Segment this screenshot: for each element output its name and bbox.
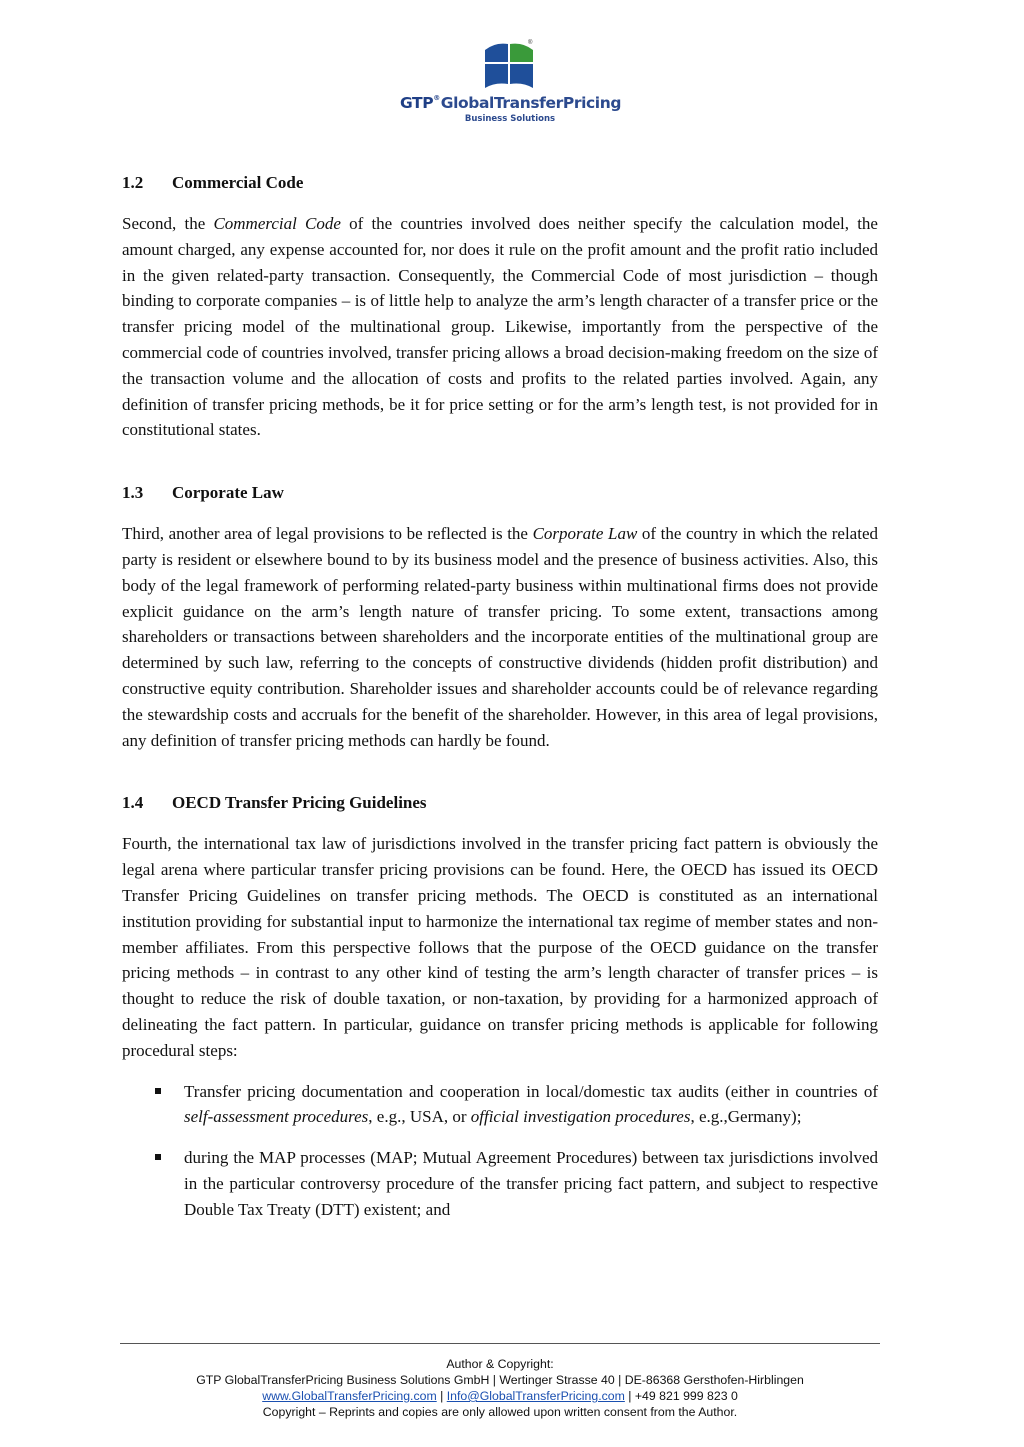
- footer-author-label: Author & Copyright:: [446, 1357, 554, 1371]
- emphasis-text: Commercial Code: [213, 214, 341, 233]
- section-number: 1.2: [122, 173, 144, 192]
- emphasis-text: self-assessment procedures: [184, 1107, 369, 1127]
- logo-tagline: Business Solutions: [464, 114, 556, 124]
- procedural-steps-list: [122, 1079, 878, 1223]
- section-title: Commercial Code: [172, 173, 304, 192]
- bullet-square-icon: [155, 1154, 161, 1160]
- section-heading-1-4: [122, 790, 878, 816]
- company-logo: [400, 40, 620, 126]
- section-heading-1-3: [122, 480, 878, 506]
- text-run: during the MAP processes (MAP; Mutual Agreement Procedures) between tax jurisdictions involved in the particular controversy procedure of the transfer pricing fact pattern, and subject to respective Double Tax Treaty (DTT) existent; and: [184, 1148, 878, 1219]
- text-run: Third, another area of legal provisions to be reflected is the: [122, 524, 533, 544]
- logo-registered-mark: ®: [528, 40, 533, 46]
- footer-company-address: GTP GlobalTransferPricing Business Solutions GmbH | Wertinger Strasse 40 | DE-86368 Gersthofen-Hirblingen: [196, 1373, 804, 1387]
- section-paragraph-1-2: [122, 211, 878, 443]
- section-paragraph-1-3: [122, 521, 878, 753]
- page-footer: [120, 1356, 880, 1420]
- section-title: Corporate Law: [172, 483, 284, 503]
- bullet-square-icon: [155, 1088, 161, 1094]
- list-item: [122, 1079, 878, 1131]
- gtp-window-logo-icon: [483, 40, 535, 90]
- text-run: Second, the: [122, 214, 214, 233]
- website-link[interactable]: www.GlobalTransferPricing.com: [262, 1389, 437, 1403]
- text-run: , e.g., USA, or: [368, 1107, 471, 1127]
- phone-number: | +49 821 999 823 0: [624, 1389, 738, 1403]
- section-number: 1.3: [122, 483, 144, 503]
- document-body: [122, 170, 878, 1238]
- email-link[interactable]: Info@GlobalTransferPricing.com: [446, 1389, 625, 1403]
- text-run: of the country in which the related party is resident or elsewhere bound to by its business model and the presence of business activities. Also, this body of the legal framework of performing related-party business within multinational firms does not provide explicit guidance on the arm’s length nature of transfer pricing. To some extent, transactions among shareholders or transactions between shareholders and the incorporate entities of the multinational group are determined by such law, referring to the concepts of constructive dividends (hidden profit distribution) and constructive equity contribution. Shareholder issues and shareholder accounts could be of relevance regarding the stewardship costs and accruals for the benefit of the shareholder. However, in this area of legal provisions, any definition of transfer pricing methods can hardly be found.: [122, 524, 878, 750]
- emphasis-text: official investigation procedures: [470, 1107, 691, 1127]
- emphasis-text: Corporate Law: [532, 524, 638, 544]
- logo-gtp: GTP: [400, 94, 434, 112]
- footer-divider: [120, 1343, 880, 1344]
- section-number: 1.4: [122, 793, 144, 813]
- separator: |: [436, 1389, 447, 1403]
- text-run: , e.g.,Germany);: [690, 1107, 802, 1127]
- section-paragraph-1-4: Fourth, the international tax law of jurisdictions involved in the transfer pricing fact pattern is obviously the legal arena where particular transfer pricing provisions can be found. Here, the OECD has issued its OECD Transfer Pricing Guidelines on transfer pricing methods. The OECD is constituted as an international institution providing for substantial input to harmonize the international tax regime of member states and non-member affiliates. From this perspective follows that the purpose of the OECD guidance on the transfer pricing methods – in contrast to any other kind of testing the arm’s length character of transfer prices – is thought to reduce the risk of double taxation, or non-taxation, by providing for a harmonized approach of delineating the fact pattern. In particular, guidance on transfer pricing methods is applicable for following procedural steps:: [122, 834, 878, 1060]
- section-title: OECD Transfer Pricing Guidelines: [172, 793, 427, 813]
- footer-contact-line: [120, 1388, 880, 1404]
- section-heading-1-2: [122, 170, 878, 196]
- footer-copyright: Copyright – Reprints and copies are only allowed upon written consent from the Author.: [262, 1405, 738, 1419]
- list-item: [122, 1145, 878, 1222]
- text-run: Transfer pricing documentation and cooperation in local/domestic tax audits (either in countries of: [184, 1081, 878, 1101]
- logo-brand-name: [400, 94, 620, 112]
- text-run: of the countries involved does neither specify the calculation model, the amount charged, any expense accounted for, nor does it rule on the profit amount and the profit ratio included in the given related-party transaction. Consequently, the Commercial Code of most jurisdiction – though binding to corporate companies – is of little help to analyze the arm’s length character of a transfer price or the transfer pricing model of the multinational group. Likewise, importantly from the perspective of the commercial code of countries involved, transfer pricing allows a broad decision-making freedom on the size of the transaction volume and the allocation of costs and profits to the related parties involved. Again, any definition of transfer pricing methods, be it for price setting or for the arm’s length test, is not provided for in constitutional states.: [122, 214, 878, 440]
- logo-brand-reg: ®: [433, 94, 440, 102]
- logo-brand-text: GlobalTransferPricing: [440, 94, 622, 112]
